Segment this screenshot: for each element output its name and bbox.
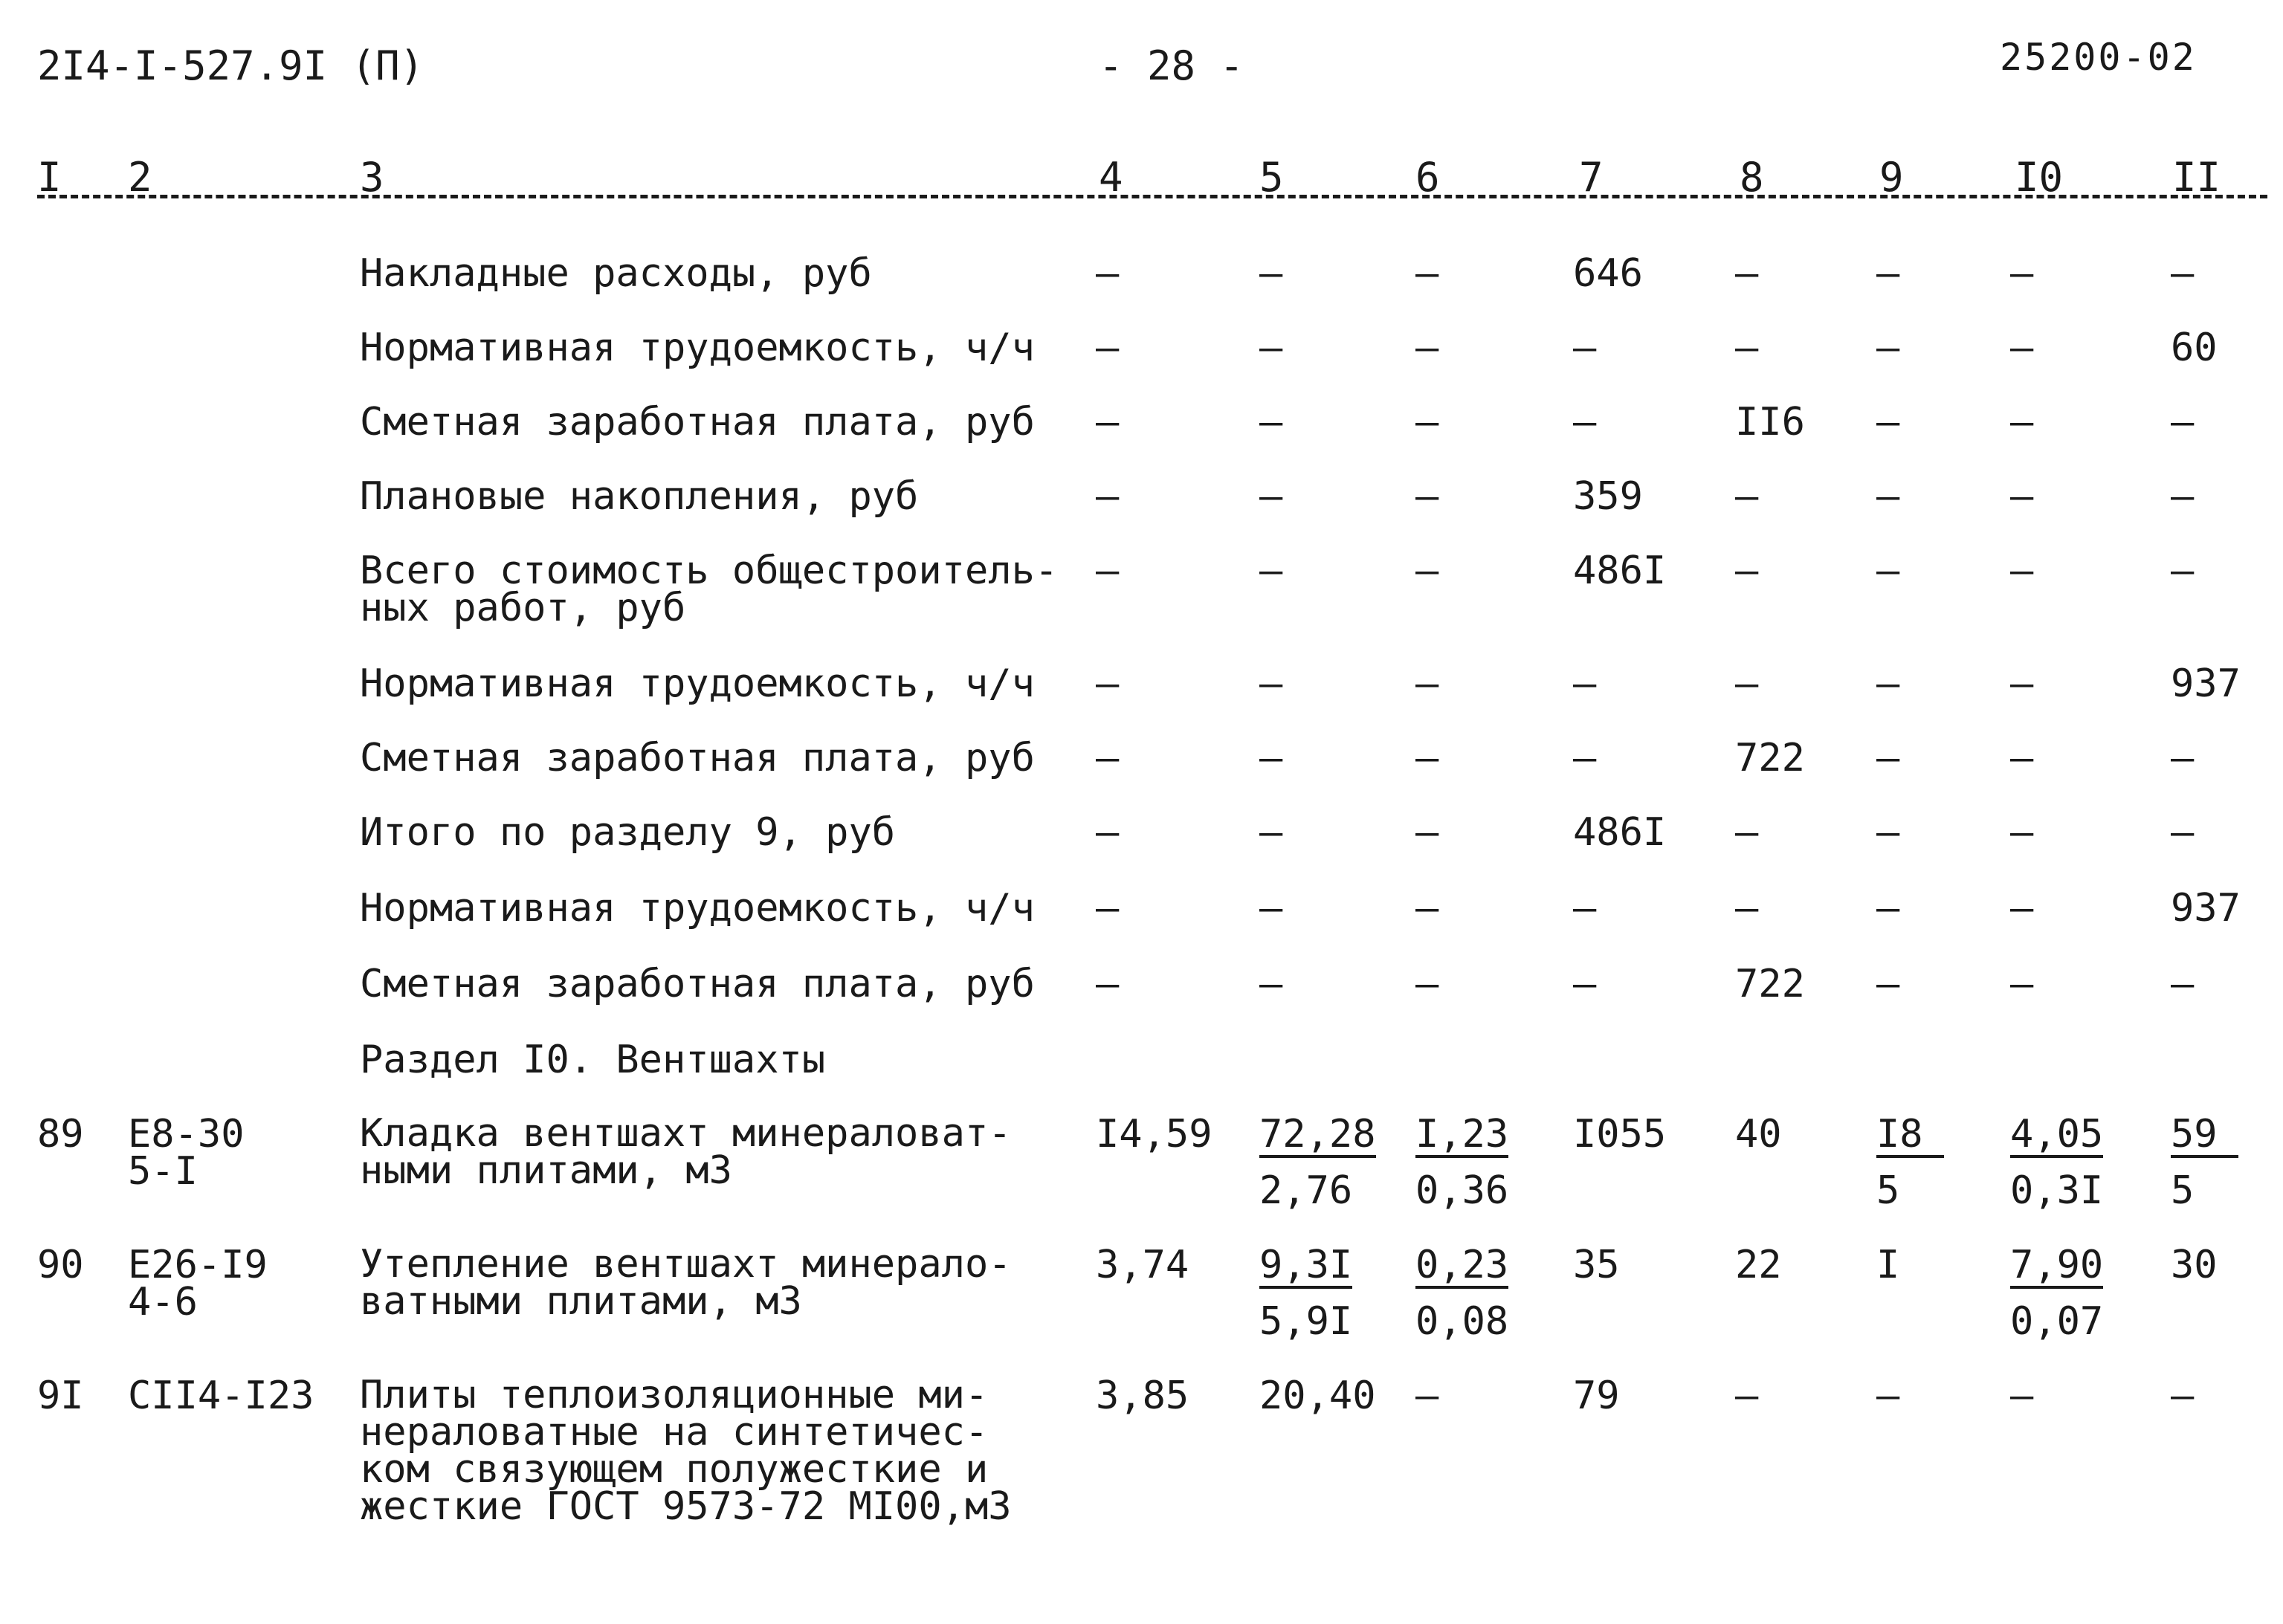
cell-col6: –	[1415, 549, 1439, 593]
cell-col7: –	[1573, 736, 1597, 780]
cell-col11: –	[2171, 962, 2195, 1006]
item-number: 90	[37, 1243, 84, 1287]
cell-col6: –	[1415, 1374, 1439, 1418]
cell-col4: –	[1096, 736, 1120, 780]
cell-col11: –	[2171, 736, 2195, 780]
cell-col6-bottom: 0,36	[1415, 1168, 1509, 1213]
cell-col6: –	[1415, 474, 1439, 519]
cell-col8: –	[1735, 251, 1759, 296]
row-label: Плановые накопления, руб	[360, 474, 919, 519]
cell-col7: I055	[1573, 1112, 1667, 1156]
cell-col9: –	[1876, 962, 1900, 1006]
cell-col10: –	[2010, 400, 2034, 444]
cell-col8: –	[1735, 474, 1759, 519]
cell-col10: –	[2010, 549, 2034, 593]
cell-col10: –	[2010, 736, 2034, 780]
cell-col5: –	[1259, 326, 1283, 370]
section-title: Раздел I0. Вентшахты	[360, 1038, 826, 1082]
cell-col6: –	[1415, 736, 1439, 780]
cell-col4: 3,85	[1096, 1374, 1189, 1418]
item-description-line: Утепление вентшахт минерало-	[360, 1242, 1012, 1287]
cell-col11: 60	[2171, 326, 2218, 370]
item-description-line: ком связующем полужесткие и	[360, 1447, 989, 1492]
cell-col7: –	[1573, 400, 1597, 444]
cell-col5: –	[1259, 810, 1283, 855]
column-number: 5	[1259, 154, 1284, 201]
cell-col10: –	[2010, 661, 2034, 706]
cell-col9: –	[1876, 251, 1900, 296]
header-dash-rule	[37, 195, 2267, 198]
cell-col8: II6	[1735, 400, 1805, 444]
item-description-line: Плиты теплоизоляционные ми-	[360, 1373, 989, 1417]
cell-col8: 40	[1735, 1112, 1782, 1156]
cell-col4: –	[1096, 810, 1120, 855]
cell-col10: –	[2010, 474, 2034, 519]
cell-col6-top: I,23	[1415, 1112, 1509, 1156]
cell-col4: –	[1096, 962, 1120, 1006]
item-number: 89	[37, 1112, 84, 1156]
row-label: Нормативная трудоемкость, ч/ч	[360, 326, 1035, 370]
cell-col10-bottom: 0,07	[2010, 1299, 2104, 1344]
cell-col9-bottom: 5	[1876, 1168, 1900, 1213]
row-label: Накладные расходы, руб	[360, 251, 872, 296]
cell-col8: –	[1735, 886, 1759, 931]
column-number: 9	[1879, 154, 1904, 201]
row-label: Сметная заработная плата, руб	[360, 962, 1035, 1006]
rate-code-line2: 4-6	[128, 1280, 198, 1324]
cell-col8: –	[1735, 810, 1759, 855]
cell-col6: –	[1415, 886, 1439, 931]
cell-col11: –	[2171, 474, 2195, 519]
document-code: 2I4-I-527.9I (П)	[37, 42, 424, 89]
cell-col8: 22	[1735, 1243, 1782, 1287]
rate-code-line1: СII4-I23	[128, 1374, 314, 1418]
cell-col5: –	[1259, 251, 1283, 296]
cell-col10: –	[2010, 326, 2034, 370]
row-label: Нормативная трудоемкость, ч/ч	[360, 661, 1035, 706]
cell-col4: –	[1096, 400, 1120, 444]
row-label: Сметная заработная плата, руб	[360, 400, 1035, 444]
row-label-line2: ных работ, руб	[360, 586, 686, 630]
cell-col10-top: 4,05	[2010, 1112, 2104, 1156]
cell-col6: –	[1415, 661, 1439, 706]
page-number: - 28 -	[1099, 42, 1244, 89]
cell-col8: 722	[1735, 962, 1805, 1006]
cell-col7: –	[1573, 962, 1597, 1006]
cell-col9: –	[1876, 736, 1900, 780]
cell-col7: 486I	[1573, 549, 1667, 593]
cell-col6: –	[1415, 251, 1439, 296]
item-description-line: ватными плитами, м3	[360, 1279, 802, 1324]
cell-col9: –	[1876, 326, 1900, 370]
column-number: I	[37, 154, 62, 201]
item-description-line: ными плитами, м3	[360, 1148, 732, 1193]
cell-col11: –	[2171, 251, 2195, 296]
archive-stamp: 25200-02	[2000, 36, 2197, 79]
cell-col6-top: 0,23	[1415, 1243, 1509, 1287]
cell-col9-top: I8	[1876, 1115, 1944, 1158]
cell-col7: 646	[1573, 251, 1643, 296]
cell-col5: –	[1259, 400, 1283, 444]
cell-col9: –	[1876, 810, 1900, 855]
item-number: 9I	[37, 1374, 84, 1418]
cell-col8: –	[1735, 549, 1759, 593]
row-label-line1: Всего стоимость общестроитель-	[360, 549, 1059, 593]
cell-col9: –	[1876, 400, 1900, 444]
cell-col11: –	[2171, 810, 2195, 855]
cell-col7: 359	[1573, 474, 1643, 519]
cell-col8: –	[1735, 1374, 1759, 1418]
column-number: 3	[360, 154, 384, 201]
cell-col7: –	[1573, 326, 1597, 370]
rate-code-line1: Е8-30	[128, 1112, 245, 1156]
item-description-line: нераловатные на синтетичес-	[360, 1410, 989, 1455]
column-number: 8	[1740, 154, 1764, 201]
cell-col11: –	[2171, 400, 2195, 444]
cell-col4: 3,74	[1096, 1243, 1189, 1287]
cell-col5: –	[1259, 474, 1283, 519]
cell-col7: 35	[1573, 1243, 1620, 1287]
cell-col4: –	[1096, 886, 1120, 931]
row-label: Нормативная трудоемкость, ч/ч	[360, 886, 1035, 931]
cell-col6: –	[1415, 962, 1439, 1006]
column-number: 6	[1415, 154, 1440, 201]
column-number: I0	[2015, 154, 2064, 201]
cell-col4: –	[1096, 326, 1120, 370]
cell-col8: 722	[1735, 736, 1805, 780]
cell-col10: –	[2010, 962, 2034, 1006]
rate-code-line1: Е26-I9	[128, 1243, 268, 1287]
cell-col6: –	[1415, 810, 1439, 855]
cell-col11: –	[2171, 549, 2195, 593]
column-number: 4	[1099, 154, 1123, 201]
cell-col11: 937	[2171, 661, 2241, 706]
cell-col11-bottom: 5	[2171, 1168, 2195, 1213]
cell-col5-top: 72,28	[1259, 1112, 1376, 1156]
cell-col5-bottom: 2,76	[1259, 1168, 1353, 1213]
cell-col8: –	[1735, 326, 1759, 370]
cell-col5: –	[1259, 962, 1283, 1006]
cell-col9: –	[1876, 661, 1900, 706]
cell-col6-bottom: 0,08	[1415, 1299, 1509, 1344]
cell-col5: –	[1259, 886, 1283, 931]
cell-col7: –	[1573, 886, 1597, 931]
cell-col9: –	[1876, 1374, 1900, 1418]
column-number: II	[2172, 154, 2221, 201]
cell-col9: –	[1876, 886, 1900, 931]
cell-col11-top: 59	[2171, 1115, 2238, 1158]
item-description-line: жесткие ГОСТ 9573-72 МI00,м3	[360, 1484, 1012, 1529]
cell-col5-bottom: 5,9I	[1259, 1299, 1353, 1344]
cell-col4: I4,59	[1096, 1112, 1212, 1156]
cell-col5: –	[1259, 661, 1283, 706]
cell-col10: –	[2010, 810, 2034, 855]
column-number: 7	[1579, 154, 1604, 201]
cell-col10: –	[2010, 1374, 2034, 1418]
cell-col9: –	[1876, 549, 1900, 593]
column-number: 2	[128, 154, 152, 201]
cell-col6: –	[1415, 400, 1439, 444]
cell-col9: –	[1876, 474, 1900, 519]
cell-col4: –	[1096, 474, 1120, 519]
row-label: Сметная заработная плата, руб	[360, 736, 1035, 780]
cell-col10: –	[2010, 251, 2034, 296]
cell-col11: 937	[2171, 886, 2241, 931]
cell-col9: I	[1876, 1243, 1900, 1287]
cell-col10-bottom: 0,3I	[2010, 1168, 2104, 1213]
cell-col6: –	[1415, 326, 1439, 370]
cell-col8: –	[1735, 661, 1759, 706]
cell-col7: –	[1573, 661, 1597, 706]
row-label: Итого по разделу 9, руб	[360, 810, 896, 855]
cell-col11: 30	[2171, 1243, 2218, 1287]
cell-col4: –	[1096, 549, 1120, 593]
cell-col7: 486I	[1573, 810, 1667, 855]
cell-col5: –	[1259, 549, 1283, 593]
item-description-line: Кладка вентшахт минераловат-	[360, 1111, 1012, 1156]
cell-col5-top: 9,3I	[1259, 1243, 1353, 1287]
rate-code-line2: 5-I	[128, 1149, 198, 1194]
cell-col10-top: 7,90	[2010, 1243, 2104, 1287]
cell-col4: –	[1096, 661, 1120, 706]
cell-col4: –	[1096, 251, 1120, 296]
cell-col5: 20,40	[1259, 1374, 1376, 1418]
cell-col11: –	[2171, 1374, 2195, 1418]
cell-col10: –	[2010, 886, 2034, 931]
cell-col5: –	[1259, 736, 1283, 780]
cell-col7: 79	[1573, 1374, 1620, 1418]
